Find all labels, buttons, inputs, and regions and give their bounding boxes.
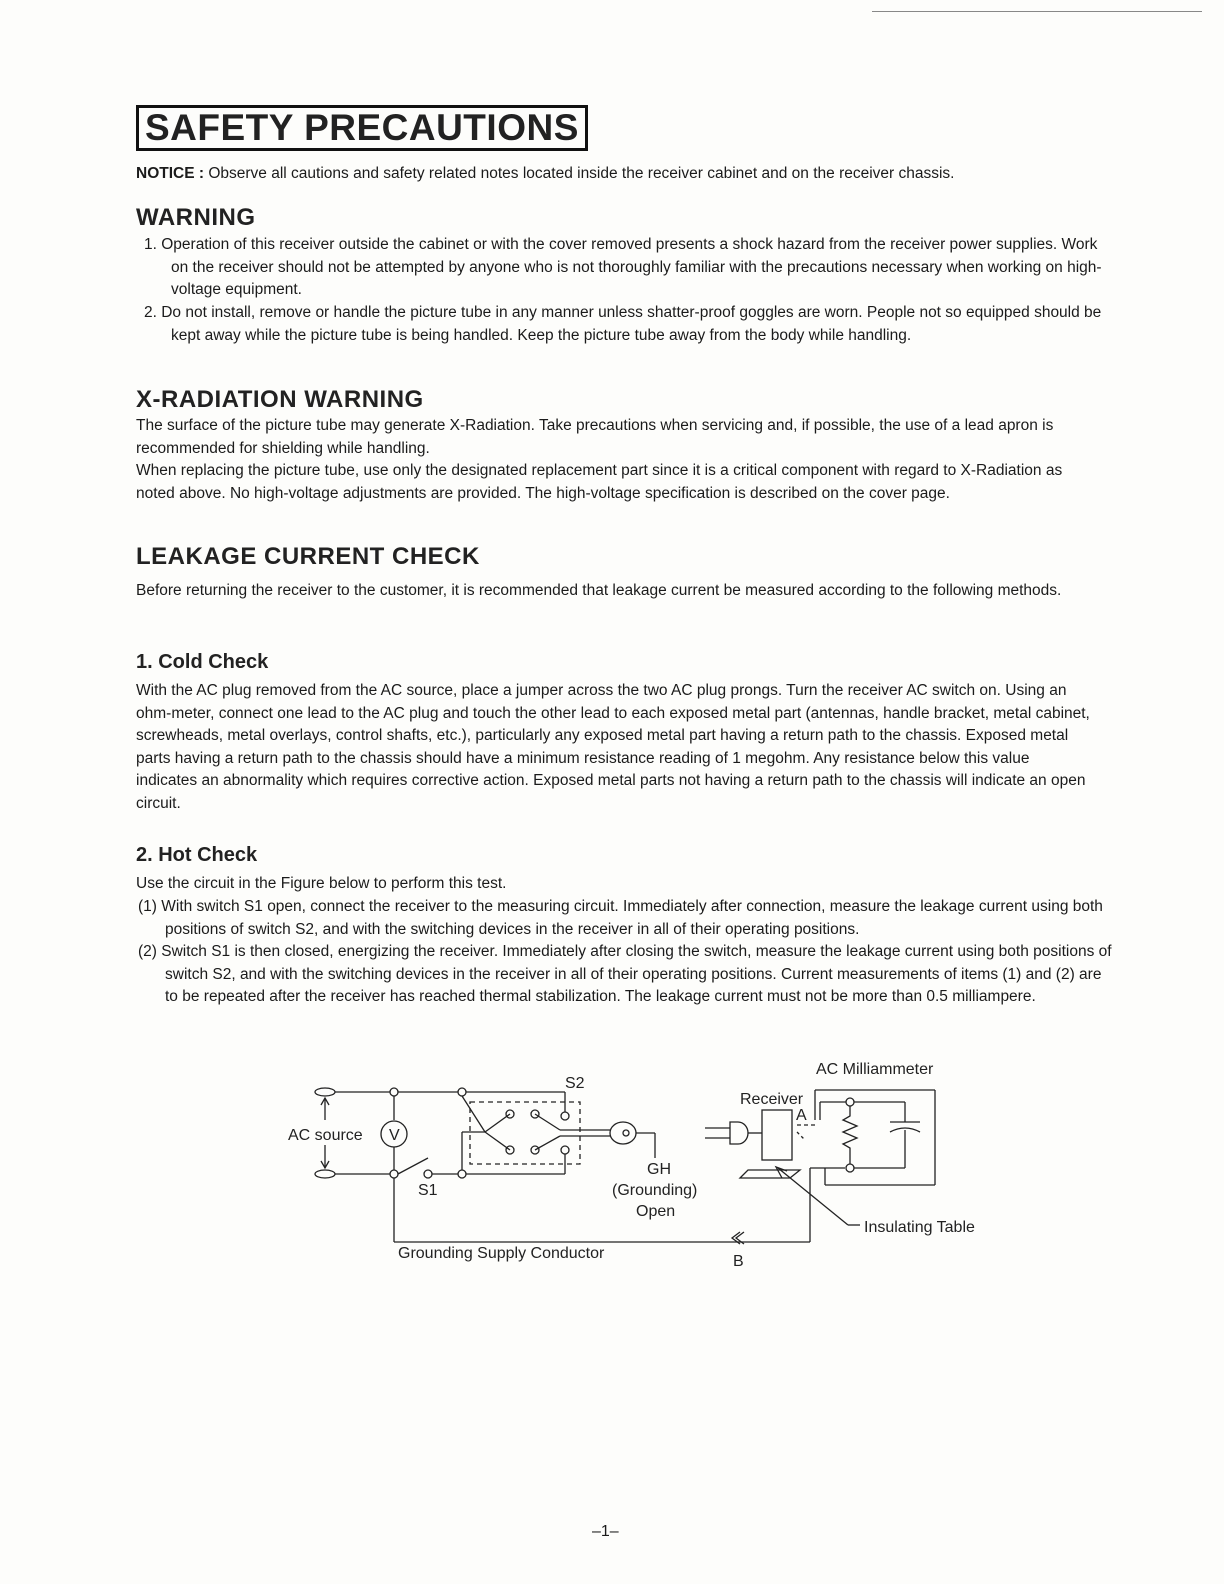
point-b-label: B — [733, 1253, 744, 1270]
s2-label: S2 — [565, 1075, 585, 1092]
grounding-label: (Grounding) — [612, 1182, 698, 1199]
warning-heading: WARNING — [136, 204, 256, 231]
milliammeter-label: AC Milliammeter — [816, 1061, 934, 1078]
xradiation-heading: X-RADIATION WARNING — [136, 386, 424, 413]
warning-item-2: 2. Do not install, remove or handle the picture tube in any manner unless shatter-proof goggles are worn. People not so equipped should be kept away while the picture tube is being handled. Keep the picture tube away from the body while handling. — [144, 304, 1102, 344]
notice — [136, 163, 1096, 186]
gh-label: GH — [647, 1161, 671, 1178]
notice-text: Observe all cautions and safety related notes located inside the receiver cabinet and on the receiver chassis. — [208, 165, 955, 182]
hot-check-intro: Use the circuit in the Figure below to perform this test. — [136, 875, 507, 892]
insulating-table-label: Insulating Table — [864, 1219, 975, 1236]
xradiation-para-1: The surface of the picture tube may generate X-Radiation. Take precautions when servicing and, if possible, the use of a lead apron is recommended for shielding while handling. — [136, 417, 1054, 457]
receiver-icon — [762, 1110, 792, 1160]
ac-plug-top-icon — [315, 1088, 335, 1096]
hot-check-item-2: (2) Switch S1 is then closed, energizing the receiver. Immediately after closing the switch, measure the leakage current using both positions of switch S2, and with the switching devices in the receiver in all of their operating positions. Current measurements of items (1) and (2) are to be repeated after the receiver has reached thermal stabilization. The leakage current must not be more than 0.5 milliampere. — [138, 943, 1112, 1005]
cold-check-text: With the AC plug removed from the AC source, place a jumper across the two AC plug prongs. Turn the receiver AC switch on. Using an ohm-meter, connect one lead to the AC plug and touch the other lead to each exposed metal part (antennas, handle bracket, metal cabinet, screwheads, metal overlays, control shafts, etc.), particularly any exposed metal part having a return path to the chassis. Exposed metal parts having a return path to the chassis should have a minimum resistance reading of 1 megohm. Any resistance below this value indicates an abnormality which requires corrective action. Exposed metal parts not having a return path to the chassis will indicate an open circuit. — [136, 682, 1090, 812]
xradiation-para-2: When replacing the picture tube, use only the designated replacement part since it is a critical component with regard to X-Radiation as noted above. No high-voltage adjustments are provided. The high-voltage specification is described on the cover page. — [136, 462, 1063, 502]
grounding-conductor-label: Grounding Supply Conductor — [398, 1245, 605, 1262]
open-label: Open — [636, 1203, 676, 1220]
cold-check-heading: 1. Cold Check — [136, 651, 269, 673]
insulating-table-icon — [740, 1170, 800, 1178]
point-a-label: A — [796, 1107, 807, 1124]
hot-check-item-1: (1) With switch S1 open, connect the receiver to the measuring circuit. Immediately after connection, measure the leakage current using both positions of switch S2, and with the switching devices in the receiver in all of their operating positions. — [138, 898, 1103, 938]
receiver-label: Receiver — [740, 1091, 804, 1108]
leakage-intro: Before returning the receiver to the customer, it is recommended that leakage current be measured according to the following methods. — [136, 582, 1062, 599]
ac-source-label: AC source — [288, 1127, 363, 1144]
s1-label: S1 — [418, 1182, 438, 1199]
leakage-test-circuit-diagram — [270, 1050, 1000, 1280]
hot-check-heading: 2. Hot Check — [136, 844, 258, 866]
resistor-icon — [843, 1106, 857, 1164]
leakage-heading: LEAKAGE CURRENT CHECK — [136, 543, 480, 570]
receiver-plug-icon — [730, 1122, 748, 1144]
ac-plug-bottom-icon — [315, 1170, 335, 1178]
page-number: –1– — [592, 1523, 619, 1540]
notice-label: NOTICE : — [136, 165, 205, 182]
top-rule — [872, 11, 1202, 12]
page-title: SAFETY PRECAUTIONS — [136, 105, 588, 151]
warning-item-1: 1. Operation of this receiver outside the cabinet or with the cover removed presents a shock hazard from the receiver power supplies. Work on the receiver should not be attempted by anyone who is not thoroughly familiar with the precautions necessary when working on high-voltage equipment. — [144, 236, 1102, 298]
voltmeter-label: V — [389, 1127, 400, 1144]
